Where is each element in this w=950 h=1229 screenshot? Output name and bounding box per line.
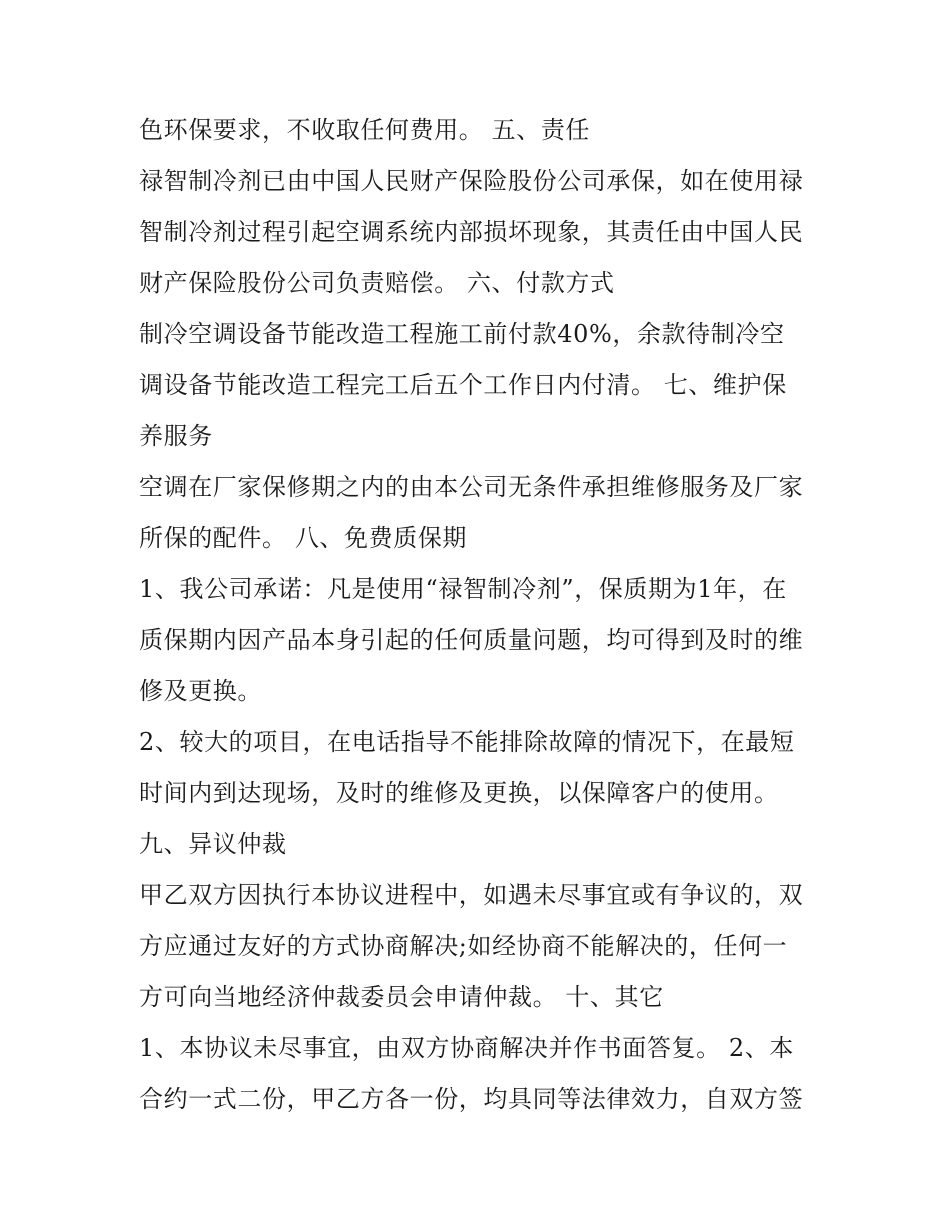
document-body — [139, 105, 829, 1125]
text-line: 调设备节能改造工程完工后五个工作日内付清。 七、维护保 — [139, 371, 787, 399]
text-line: 所保的配件。 八、免费质保期 — [139, 524, 468, 552]
text-line: 养服务 — [139, 422, 213, 450]
text-line: 制冷空调设备节能改造工程施工前付款40%，余款待制冷空 — [139, 320, 785, 348]
text-line: 时间内到达现场，及时的维修及更换，以保障客户的使用。 — [139, 779, 779, 807]
text-line: 2、较大的项目，在电话指导不能排除故障的情况下，在最短 — [139, 728, 795, 756]
text-line: 1、我公司承诺：凡是使用“禄智制冷剂”，保质期为1年，在 — [139, 575, 787, 603]
text-line: 修及更换。 — [139, 677, 262, 705]
text-line: 九、异议仲裁 — [139, 830, 287, 858]
text-line: 方应通过友好的方式协商解决;如经协商不能解决的，任何一 — [139, 932, 788, 960]
text-line: 1、本协议未尽事宜，由双方协商解决并作书面答复。 2、本 — [139, 1034, 794, 1062]
text-line: 禄智制冷剂已由中国人民财产保险股份公司承保，如在使用禄 — [139, 167, 804, 195]
text-line: 方可向当地经济仲裁委员会申请仲裁。 十、其它 — [139, 983, 664, 1011]
text-line: 合约一式二份，甲乙方各一份，均具同等法律效力，自双方签 — [139, 1085, 804, 1113]
text-line: 财产保险股份公司负责赔偿。 六、付款方式 — [139, 269, 615, 297]
text-line: 甲乙双方因执行本协议进程中，如遇未尽事宜或有争议的，双 — [139, 881, 804, 909]
text-line: 色环保要求，不收取任何费用。 五、责任 — [139, 116, 591, 144]
text-line: 空调在厂家保修期之内的由本公司无条件承担维修服务及厂家 — [139, 473, 804, 501]
text-line: 智制冷剂过程引起空调系统内部损坏现象，其责任由中国人民 — [139, 218, 804, 246]
text-line: 质保期内因产品本身引起的任何质量问题，均可得到及时的维 — [139, 626, 804, 654]
